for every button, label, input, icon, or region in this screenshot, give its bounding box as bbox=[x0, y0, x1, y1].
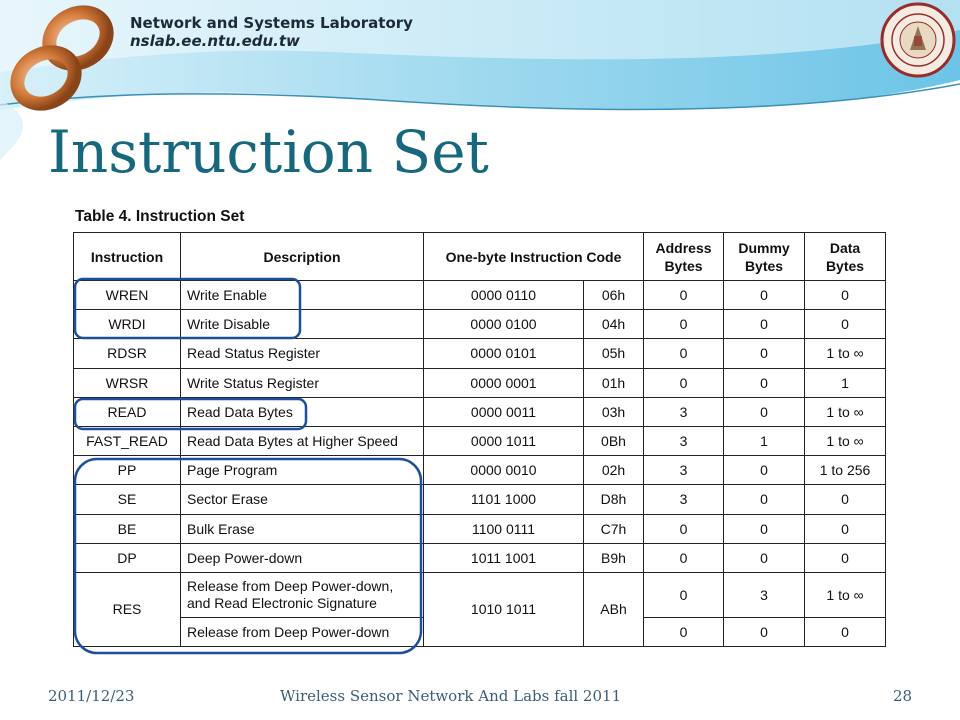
cell-binary: 1101 1000 bbox=[424, 485, 584, 514]
cell-hex: B9h bbox=[584, 543, 644, 572]
cell-description: Page Program bbox=[181, 456, 424, 485]
cell-instruction: SE bbox=[74, 485, 181, 514]
table-row bbox=[74, 368, 886, 397]
table-row bbox=[74, 426, 886, 455]
cell-address: 0 bbox=[644, 310, 724, 339]
cell-hex: 0Bh bbox=[584, 426, 644, 455]
header-description: Description bbox=[181, 233, 424, 281]
cell-hex: 03h bbox=[584, 397, 644, 426]
cell-dummy: 0 bbox=[724, 617, 805, 646]
cell-binary: 0000 0110 bbox=[424, 281, 584, 310]
cell-description: Write Status Register bbox=[181, 368, 424, 397]
cell-data: 1 to ∞ bbox=[805, 397, 886, 426]
table-row bbox=[74, 456, 886, 485]
cell-instruction: WRSR bbox=[74, 368, 181, 397]
table-row bbox=[74, 281, 886, 310]
cell-data: 1 to ∞ bbox=[805, 572, 886, 617]
cell-address: 0 bbox=[644, 617, 724, 646]
cell-instruction: RES bbox=[74, 572, 181, 646]
instruction-table-container bbox=[73, 232, 885, 654]
cell-dummy: 1 bbox=[724, 426, 805, 455]
cell-data: 0 bbox=[805, 514, 886, 543]
cell-description: Release from Deep Power-down, and Read Electronic Signature bbox=[181, 572, 424, 617]
cell-dummy: 0 bbox=[724, 397, 805, 426]
header-dummy: Dummy Bytes bbox=[724, 233, 805, 281]
cell-dummy: 0 bbox=[724, 368, 805, 397]
cell-description: Read Data Bytes bbox=[181, 397, 424, 426]
cell-instruction: WREN bbox=[74, 281, 181, 310]
cell-address: 3 bbox=[644, 397, 724, 426]
table-header-row bbox=[74, 233, 886, 281]
cell-dummy: 0 bbox=[724, 339, 805, 368]
cell-binary: 1011 1001 bbox=[424, 543, 584, 572]
cell-binary: 0000 0100 bbox=[424, 310, 584, 339]
cell-dummy: 0 bbox=[724, 281, 805, 310]
cell-instruction: DP bbox=[74, 543, 181, 572]
cell-data: 0 bbox=[805, 310, 886, 339]
cell-hex: 05h bbox=[584, 339, 644, 368]
cell-data: 0 bbox=[805, 485, 886, 514]
cell-dummy: 0 bbox=[724, 485, 805, 514]
cell-address: 0 bbox=[644, 543, 724, 572]
cell-hex: 04h bbox=[584, 310, 644, 339]
university-seal-icon bbox=[880, 2, 956, 78]
cell-instruction: BE bbox=[74, 514, 181, 543]
cell-instruction: PP bbox=[74, 456, 181, 485]
cell-hex: 06h bbox=[584, 281, 644, 310]
cell-address: 3 bbox=[644, 426, 724, 455]
cell-binary: 0000 1011 bbox=[424, 426, 584, 455]
cell-dummy: 0 bbox=[724, 514, 805, 543]
cell-description: Read Data Bytes at Higher Speed bbox=[181, 426, 424, 455]
table-row bbox=[74, 514, 886, 543]
cell-dummy: 0 bbox=[724, 310, 805, 339]
instruction-table bbox=[73, 232, 886, 647]
cell-address: 0 bbox=[644, 368, 724, 397]
cell-binary: 1010 1011 bbox=[424, 572, 584, 646]
header-code: One-byte Instruction Code bbox=[424, 233, 644, 281]
cell-description: Release from Deep Power-down bbox=[181, 617, 424, 646]
cell-dummy: 3 bbox=[724, 572, 805, 617]
cell-description: Deep Power-down bbox=[181, 543, 424, 572]
table-row bbox=[74, 310, 886, 339]
cell-data: 0 bbox=[805, 617, 886, 646]
cell-description: Write Enable bbox=[181, 281, 424, 310]
cell-instruction: RDSR bbox=[74, 339, 181, 368]
cell-binary: 0000 0011 bbox=[424, 397, 584, 426]
header-instruction: Instruction bbox=[74, 233, 181, 281]
header-address: Address Bytes bbox=[644, 233, 724, 281]
cell-binary: 1100 0111 bbox=[424, 514, 584, 543]
table-row bbox=[74, 543, 886, 572]
cell-data: 1 to ∞ bbox=[805, 426, 886, 455]
cell-description: Read Status Register bbox=[181, 339, 424, 368]
cell-hex: 02h bbox=[584, 456, 644, 485]
cell-hex: 01h bbox=[584, 368, 644, 397]
cell-data: 1 to ∞ bbox=[805, 339, 886, 368]
lab-name: Network and Systems Laboratory bbox=[130, 14, 413, 32]
cell-instruction: READ bbox=[74, 397, 181, 426]
cell-data: 0 bbox=[805, 543, 886, 572]
cell-data: 1 bbox=[805, 368, 886, 397]
cell-dummy: 0 bbox=[724, 456, 805, 485]
footer-course: Wireless Sensor Network And Labs fall 2011 bbox=[280, 687, 622, 705]
cell-address: 3 bbox=[644, 485, 724, 514]
cell-hex: D8h bbox=[584, 485, 644, 514]
table-row-res bbox=[74, 572, 886, 617]
footer-page-number: 28 bbox=[893, 687, 913, 705]
cell-instruction: WRDI bbox=[74, 310, 181, 339]
cell-data: 1 to 256 bbox=[805, 456, 886, 485]
lab-url: nslab.ee.ntu.edu.tw bbox=[130, 32, 300, 50]
table-caption: Table 4. Instruction Set bbox=[75, 208, 245, 225]
lab-logo-icon bbox=[6, 4, 118, 114]
cell-data: 0 bbox=[805, 281, 886, 310]
cell-address: 3 bbox=[644, 456, 724, 485]
cell-description: Sector Erase bbox=[181, 485, 424, 514]
cell-address: 0 bbox=[644, 339, 724, 368]
cell-instruction: FAST_READ bbox=[74, 426, 181, 455]
cell-address: 0 bbox=[644, 281, 724, 310]
cell-dummy: 0 bbox=[724, 543, 805, 572]
cell-description: Bulk Erase bbox=[181, 514, 424, 543]
table-row bbox=[74, 397, 886, 426]
header-data: Data Bytes bbox=[805, 233, 886, 281]
cell-hex: ABh bbox=[584, 572, 644, 646]
cell-binary: 0000 0010 bbox=[424, 456, 584, 485]
cell-hex: C7h bbox=[584, 514, 644, 543]
table-row bbox=[74, 485, 886, 514]
cell-binary: 0000 0101 bbox=[424, 339, 584, 368]
cell-address: 0 bbox=[644, 514, 724, 543]
footer-date: 2011/12/23 bbox=[48, 687, 135, 705]
table-row bbox=[74, 339, 886, 368]
cell-description: Write Disable bbox=[181, 310, 424, 339]
cell-address: 0 bbox=[644, 572, 724, 617]
slide-title: Instruction Set bbox=[48, 118, 489, 186]
cell-binary: 0000 0001 bbox=[424, 368, 584, 397]
